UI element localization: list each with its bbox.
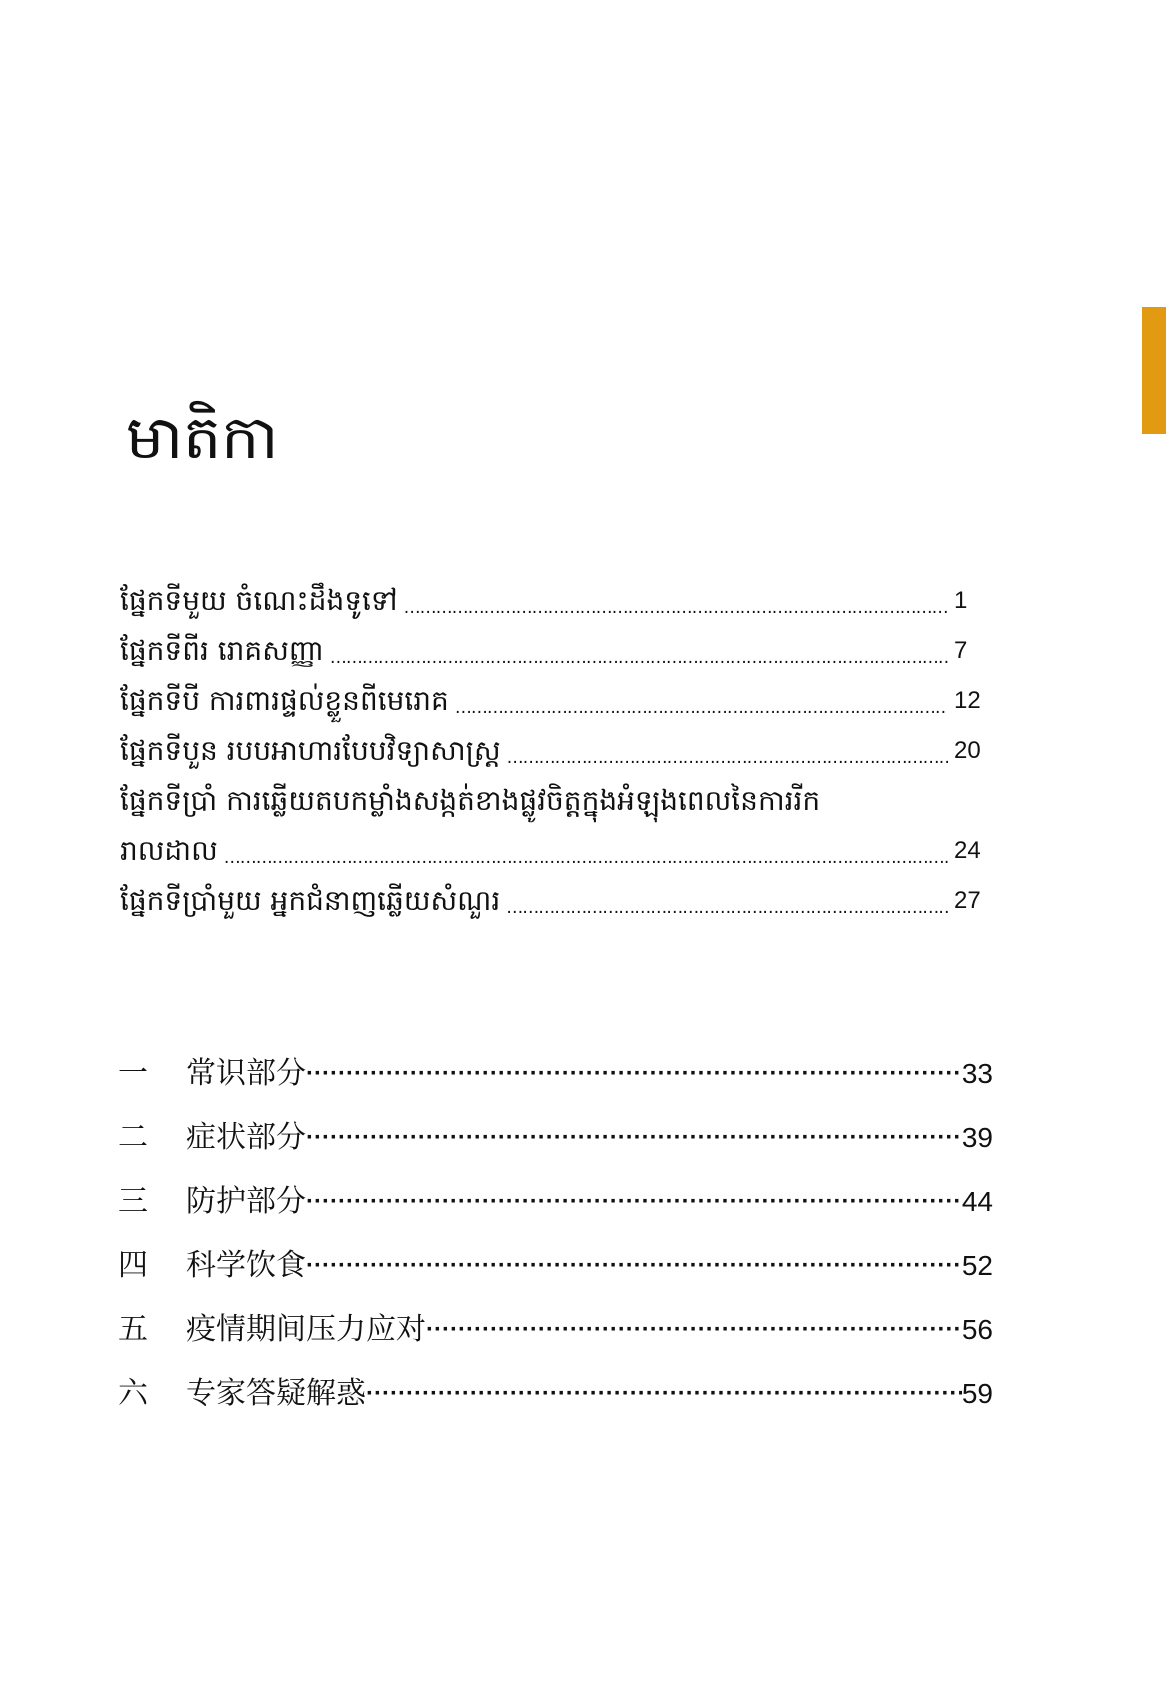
dot-leader <box>224 826 948 876</box>
dot-leader <box>506 876 948 926</box>
toc-entry-label: ផ្នែកទីបី ការពារផ្ទល់ខ្លួនពីមេរោគ <box>120 684 449 717</box>
toc-entry-number: 六 <box>118 1376 148 1411</box>
toc-entry[interactable] <box>120 676 990 726</box>
toc-entry[interactable] <box>118 1362 993 1426</box>
toc-entry-label: 专家答疑解惑 <box>186 1376 366 1411</box>
dot-leader <box>330 626 948 676</box>
toc-entry-page: 7 <box>954 637 968 664</box>
toc-entry-page: 24 <box>954 837 981 864</box>
toc-entry-label: 常识部分 <box>186 1056 306 1091</box>
section-edge-tab <box>1142 307 1166 434</box>
toc-entry-number: 二 <box>118 1120 148 1155</box>
dot-leader <box>306 1234 962 1298</box>
toc-khmer <box>120 576 990 926</box>
toc-entry-page: 27 <box>954 887 981 914</box>
toc-entry-page: 56 <box>961 1314 993 1345</box>
toc-entry-page: 20 <box>954 737 981 764</box>
dot-leader <box>366 1362 962 1426</box>
toc-chinese <box>118 1042 993 1426</box>
toc-entry[interactable] <box>118 1234 993 1298</box>
toc-entry-page: 44 <box>961 1186 993 1217</box>
toc-entry-page: 39 <box>961 1122 993 1153</box>
toc-entry-label-line1: ផ្នែកទីប្រាំ ការឆ្លើយតបកម្លាំងសង្កត់ខាងផ្លូវចិត្តក្នុងអំឡុងពេលនៃការរីក <box>120 784 821 817</box>
toc-entry[interactable] <box>118 1106 993 1170</box>
toc-entry-number: 三 <box>118 1184 148 1219</box>
dot-leader <box>426 1298 962 1362</box>
toc-entry[interactable] <box>120 576 990 626</box>
toc-entry-number: 五 <box>118 1312 148 1347</box>
toc-entry-label: ផ្នែកទីបួន របបអាហារបែបវិទ្យាសាស្ត្រ <box>120 734 501 767</box>
toc-entry-page: 59 <box>961 1378 993 1409</box>
toc-entry-label: 科学饮食 <box>186 1248 306 1283</box>
toc-entry-number: 一 <box>118 1056 148 1091</box>
page-title: មាតិកា <box>126 403 279 473</box>
dot-leader <box>306 1170 962 1234</box>
toc-entry-label: ផ្នែកទីមួយ ចំណេះដឹងទូទៅ <box>120 584 398 617</box>
toc-entry-label: 疫情期间压力应对 <box>186 1312 426 1347</box>
toc-entry[interactable] <box>120 776 990 876</box>
toc-entry[interactable] <box>118 1298 993 1362</box>
dot-leader <box>507 726 948 776</box>
toc-entry-number: 四 <box>118 1248 148 1283</box>
toc-entry[interactable] <box>120 876 990 926</box>
toc-entry-label: ផ្នែកទីប្រាំមួយ អ្នកជំនាញឆ្លើយសំណួរ <box>120 884 501 917</box>
toc-entry-label: ផ្នែកទីពីរ រោគសញ្ញា <box>120 634 324 667</box>
toc-entry-page: 1 <box>954 587 968 614</box>
dot-leader <box>455 676 948 726</box>
toc-entry-page: 52 <box>961 1250 993 1281</box>
toc-entry-label-line2: រាលដាល <box>120 834 218 867</box>
toc-entry-page: 33 <box>961 1058 993 1089</box>
dot-leader <box>404 576 948 626</box>
toc-entry-label: 症状部分 <box>186 1120 306 1155</box>
toc-entry-label: 防护部分 <box>186 1184 306 1219</box>
dot-leader <box>306 1042 962 1106</box>
dot-leader <box>306 1106 962 1170</box>
toc-entry[interactable] <box>118 1170 993 1234</box>
toc-entry-page: 12 <box>954 687 981 714</box>
toc-entry[interactable] <box>120 626 990 676</box>
toc-entry[interactable] <box>118 1042 993 1106</box>
toc-entry[interactable] <box>120 726 990 776</box>
